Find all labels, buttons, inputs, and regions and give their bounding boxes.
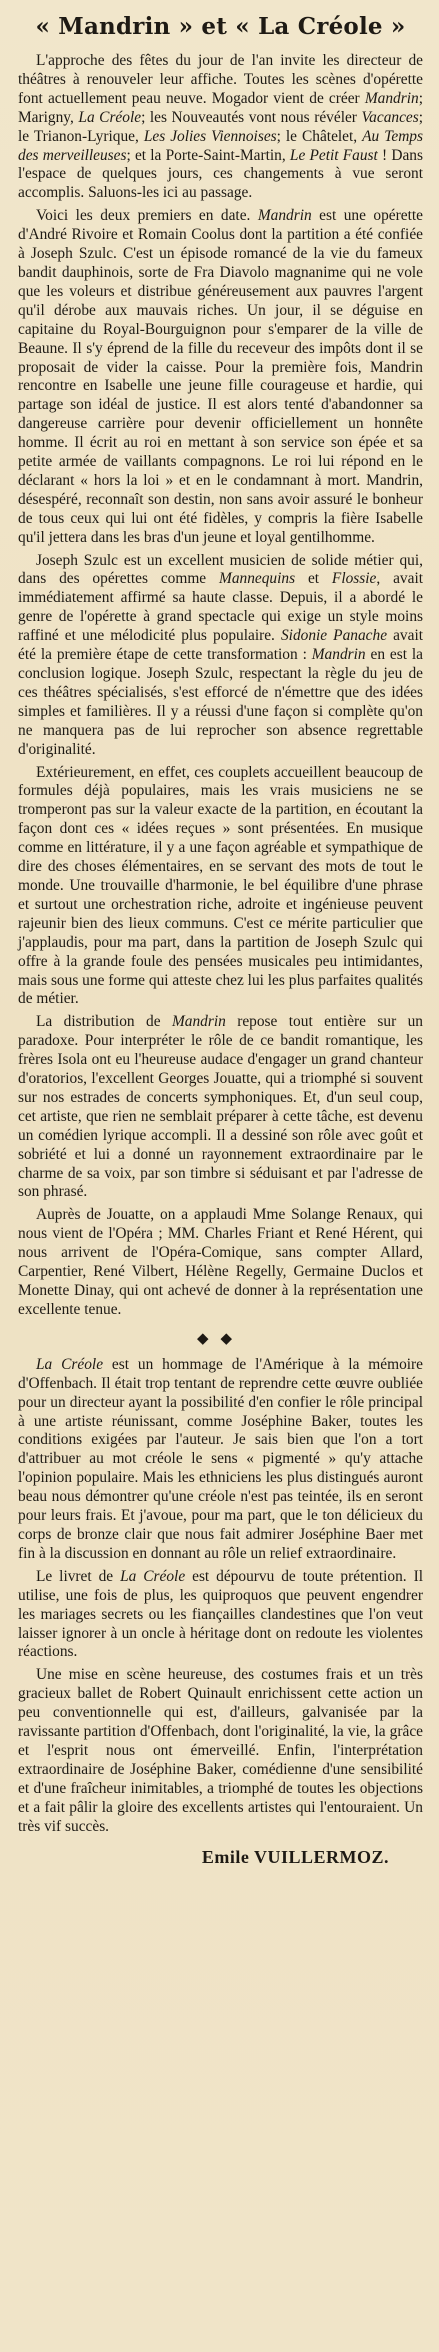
paragraph-mandrin-plot — [18, 207, 423, 547]
italic-title-run: Au Temps des merveilleuses — [18, 127, 423, 164]
paragraph-cast-others — [18, 1206, 423, 1319]
diamond-ornament-right: ◆ — [220, 1330, 245, 1347]
italic-title-run: Mandrin — [364, 89, 419, 107]
text-run: ; Marigny, — [18, 89, 423, 126]
text-run: ! Dans l'espace de quelques jours, ces changements à vue seront accomplis. Saluons-les ici au passage. — [18, 146, 423, 202]
text-run: Le livret de — [36, 1567, 121, 1585]
text-run: Joseph Szulc est un excellent musicien de solide métier qui, dans des opérettes comme — [18, 551, 423, 588]
article-title: « Mandrin » et « La Créole » — [35, 13, 406, 40]
text-run: repose tout entière sur un paradoxe. Pour interpréter le rôle de ce bandit romantique, les frères Isola ont eu l'heureuse audace d'engager un grand chanteur d'oratorios, l'excellent Georges Jouatte, qui a triomphé si souvent sur nos estrades de concerts symphoniques. Et, d'un seul coup, cet artiste, que rien ne semblait préparer à cette tâche, est devenu un comédien lyrique accompli. Il a dessiné son rôle avec goût et sobriété et lui a donné un rayonnement extraordinaire par le charme de sa voix, par son timbre si séduisant et par l'adresse de son phrasé. — [18, 1013, 423, 1201]
paragraph-szulc — [18, 552, 423, 760]
paragraph-cast-jouatte — [18, 1013, 423, 1202]
italic-title-run: Vacances — [361, 108, 419, 126]
italic-title-run: Sidonie Panache — [280, 627, 388, 645]
italic-title-run: La Créole — [120, 1567, 186, 1585]
text-run: Une mise en scène heureuse, des costumes frais et un très gracieux ballet de Robert Quinault enrichissent cette action un peu conventionnelle qui est, d'ailleurs, galvanisée par la ravissante partition d'Offenbach, dont l'originalité, la vie, la grâce et l'esprit nous ont émerveillé. Enfin, l'interprétation extraordinaire de Joséphine Baker, comédienne d'une sensibilité et d'une fraîcheur inimitables, a triomphé de toutes les objections et a fait pâlir la gloire des excellents artistes qui l'entouraient. Un très vif succès. — [18, 1666, 423, 1835]
text-run: Voici les deux premiers en date. — [36, 207, 258, 225]
author-signature: Emile VUILLERMOZ. — [201, 1847, 389, 1868]
paragraph-creole — [18, 1356, 423, 1564]
text-run: est une opérette d'André Rivoire et Romain Coolus dont la partition a été confiée à Joseph Szulc. C'est un épisode romancé de la vie du fameux bandit dauphinois, sorte de Fra Diavolo magnanime qui ne vole que les voleurs et distribue généreusement aux pauvres l'argent qu'il dérobe aux mauvais riches. Un jour, il se déguise en capitaine du Royal-Bourguignon pour s'emparer de la ville de Beaune. Il s'y éprend de la fille du receveur des impôts dont il se proposait de vider la caisse. Pour la première fois, Mandrin rencontre en Isabelle une jeune fille courageuse et hardie, qui partage son idéal de justice. Il est alors tenté d'abandonner sa dangereuse carrière pour devenir officiellement un honnête homme. Il écrit au roi en mettant à son service son épée et sa petite armée de vaillants compagnons. Le roi lui répond en le déclarant « hors la loi » et en le condamnant à mort. Mandrin, désespéré, reconnaît son destin, non sans avoir assuré le bonheur de tous ceux qui lui ont été fidèles, y compris la fière Isabelle qu'il jettera dans les bras d'un jeune et loyal gentilhomme. — [18, 207, 423, 546]
section-separator — [18, 1330, 423, 1348]
paragraph-intro — [18, 52, 423, 203]
text-run: ; le Châtelet, — [276, 127, 363, 145]
text-run: , avait immédiatement affirmé sa haute classe. Depuis, il a abordé le genre de l'opérette à grand spectacle qui exige un style moins raffiné et une mélodicité plus populaire. — [18, 570, 424, 645]
text-run: et — [295, 570, 332, 588]
italic-title-run: Mandrin — [257, 207, 312, 225]
text-run: Auprès de Jouatte, on a applaudi Mme Solange Renaux, qui nous vient de l'Opéra ; MM. Charles Friant et René Hérent, qui nous arrivent de l'Opéra-Comique, sans compter Allard, Carpentier, René Vilbert, Hélène Regelly, Germaine Duclos et Monette Dinay, qui ont achevé de donner à la représentation une excellente tenue. — [18, 1206, 423, 1318]
italic-title-run: Mandrin — [171, 1013, 226, 1031]
text-run: est dépourvu de toute prétention. Il utilise, une fois de plus, les quiproquos que peuvent engendrer les mariages secrets ou les fiançailles clandestines que l'on veut laisser ignorer à un oncle à héritage dont on redoute les violentes réactions. — [18, 1567, 423, 1661]
diamond-ornament-left: ◆ — [196, 1330, 221, 1347]
article-body — [18, 52, 423, 1836]
paragraph-staging — [18, 1666, 423, 1836]
paragraph-score — [18, 764, 423, 1010]
text-run: ; et la Porte-Saint-Martin, — [126, 146, 290, 164]
italic-title-run: Mandrin — [311, 646, 366, 664]
italic-title-run: Mannequins — [219, 570, 296, 588]
text-run: L'approche des fêtes du jour de l'an invite les directeur de théâtres à renouveler leur affiche. Toutes les scènes d'opérette font actuellement peau neuve. Mogador vient de créer — [18, 52, 423, 107]
text-run: Extérieurement, en effet, ces couplets accueillent beaucoup de formules déjà populaires, mais les vrais musiciens ne se tromperont pas sur la valeur exacte de la partition, en écoutant la façon dont ces « idées reçues » sont présentées. En musique comme en littérature, il y a une façon agréable et sympathique de dire des choses élémentaires, en se servant des mots de tout le monde. Une trouvaille d'harmonie, le bel équilibre d'une phrase et surtout une orchestration riche, adroite et ingénieuse peuvent rajeunir bien des lieux communs. C'est ce mérite particulier que j'applaudis, pour ma part, dans la partition de Joseph Szulc qui offre à la grande foule des pensées musicales peu intimidantes, mais sous une forme qui atteste chez lui les plus parfaites qualités de métier. — [18, 763, 423, 1008]
text-run: ; les Nouveautés vont nous révéler — [141, 108, 362, 126]
italic-title-run: Le Petit Faust — [289, 146, 378, 164]
italic-title-run: Flossie — [331, 570, 377, 588]
text-run: ; le Trianon-Lyrique, — [18, 108, 424, 145]
text-run: La distribution de — [36, 1013, 172, 1031]
italic-title-run: La Créole — [36, 1355, 104, 1373]
italic-title-run: Les Jolies Viennoises — [143, 127, 277, 145]
italic-title-run: La Créole — [78, 108, 142, 126]
text-run: avait été la première étape de cette transformation : — [18, 627, 423, 664]
text-run: en est la conclusion logique. Joseph Szulc, respectant la règle du jeu de ces théâtres spécialisés, s'est efforcé de n'émettre que des idées simples et familières. Il y a réussi d'une façon si complète qu'on ne manquera pas de lui reprocher son absence regrettable d'originalité. — [18, 646, 423, 758]
text-run: est un hommage de l'Amérique à la mémoire d'Offenbach. Il était trop tentant de reprendre cette œuvre oubliée pour un directeur ayant la possibilité d'en confier le rôle principal à une artiste réunissant, comme Joséphine Baker, toutes les conditions exigées par l'auteur. Je sais bien que l'on a tort d'attribuer au mot créole le sens « pigmenté » qu'y attache l'opinion populaire. Mais les ethniciens les plus distingués auront beau nous démontrer qu'une créole n'est pas teintée, ils en seront pour leurs frais. Et j'avoue, pour ma part, que le ton délicieux du corps de bronze clair que nous fait admirer Joséphine Baer met fin à la discussion en donnant au rôle un relief extraordinaire. — [18, 1355, 423, 1562]
paragraph-libretto — [18, 1568, 423, 1663]
